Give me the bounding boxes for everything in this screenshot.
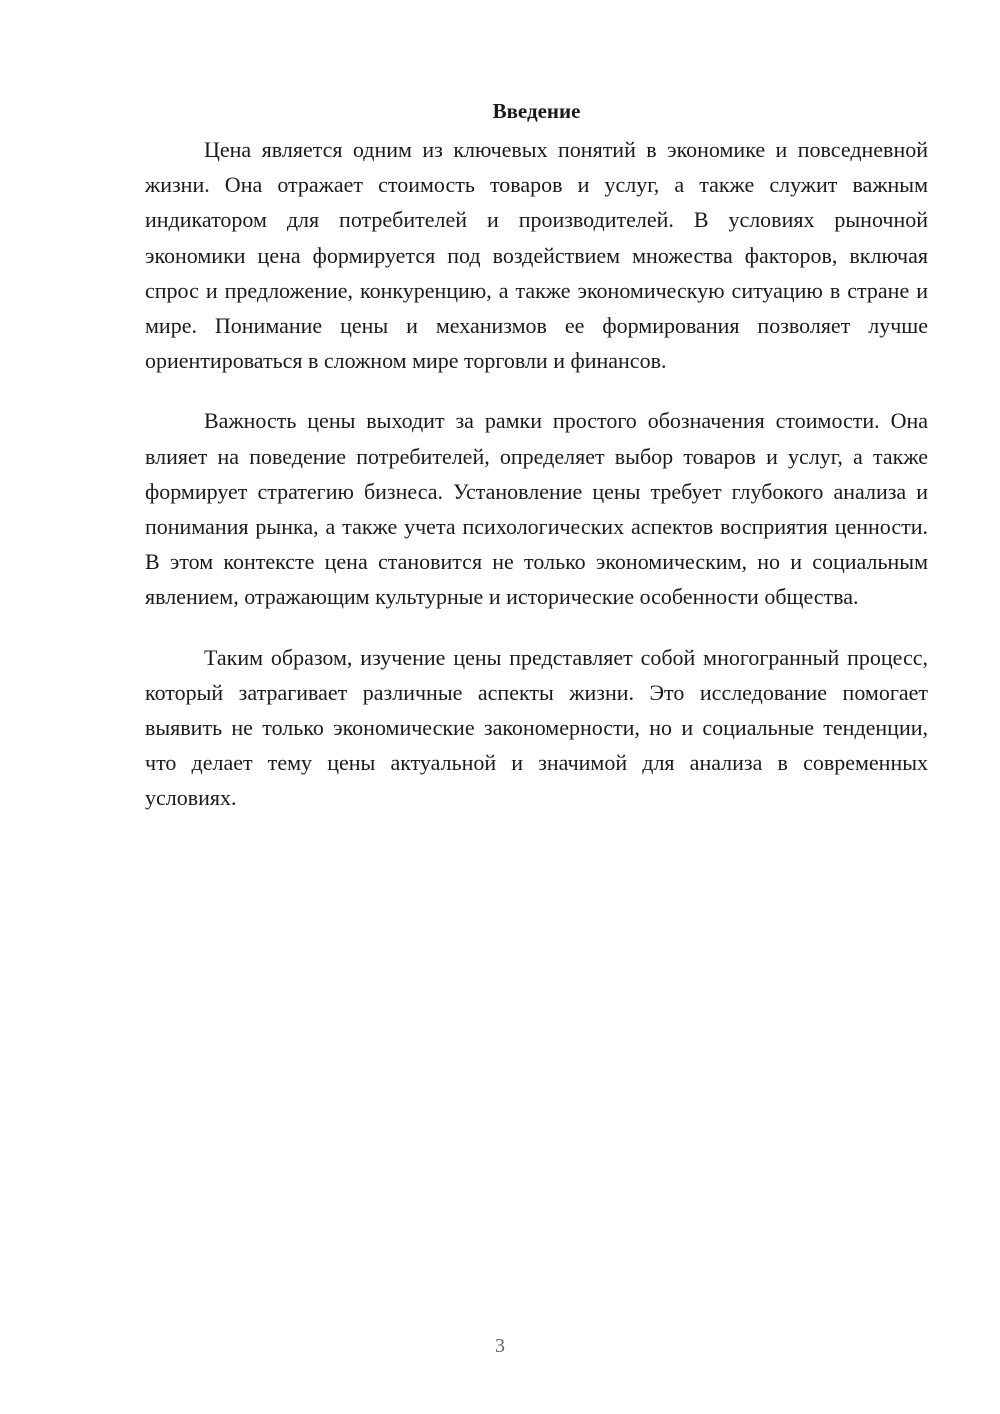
section-title: Введение	[492, 99, 581, 123]
paragraph-1: Цена является одним из ключевых понятий в экономике и повседневной жизни. Она отражает стоимость товаров и услуг, а также служит важным индикатором для потребителей и производителей. В условиях рыночной экономики цена формируется под воздействием множества факторов, включая спрос и предложение, конкуренцию, а также экономическую ситуацию в стране и мире. Понимание цены и механизмов ее формирования позволяет лучше ориентироваться в сложном мире торговли и финансов.	[145, 137, 928, 374]
document-page	[145, 96, 928, 841]
paragraph-2: Важность цены выходит за рамки простого обозначения стоимости. Она влияет на поведение потребителей, определяет выбор товаров и услуг, а также формирует стратегию бизнеса. Установление цены требует глубокого анализа и понимания рынка, а также учета психологических аспектов восприятия ценности. В этом контексте цена становится не только экономическим, но и социальным явлением, отражающим культурные и исторические особенности общества.	[145, 408, 928, 610]
page-number: 3	[495, 1335, 505, 1357]
paragraph-3: Таким образом, изучение цены представляет собой многогранный процесс, который затрагивает различные аспекты жизни. Это исследование помогает выявить не только экономические закономерности, но и социальные тенденции, что делает тему цены актуальной и значимой для анализа в современных условиях.	[145, 644, 928, 811]
